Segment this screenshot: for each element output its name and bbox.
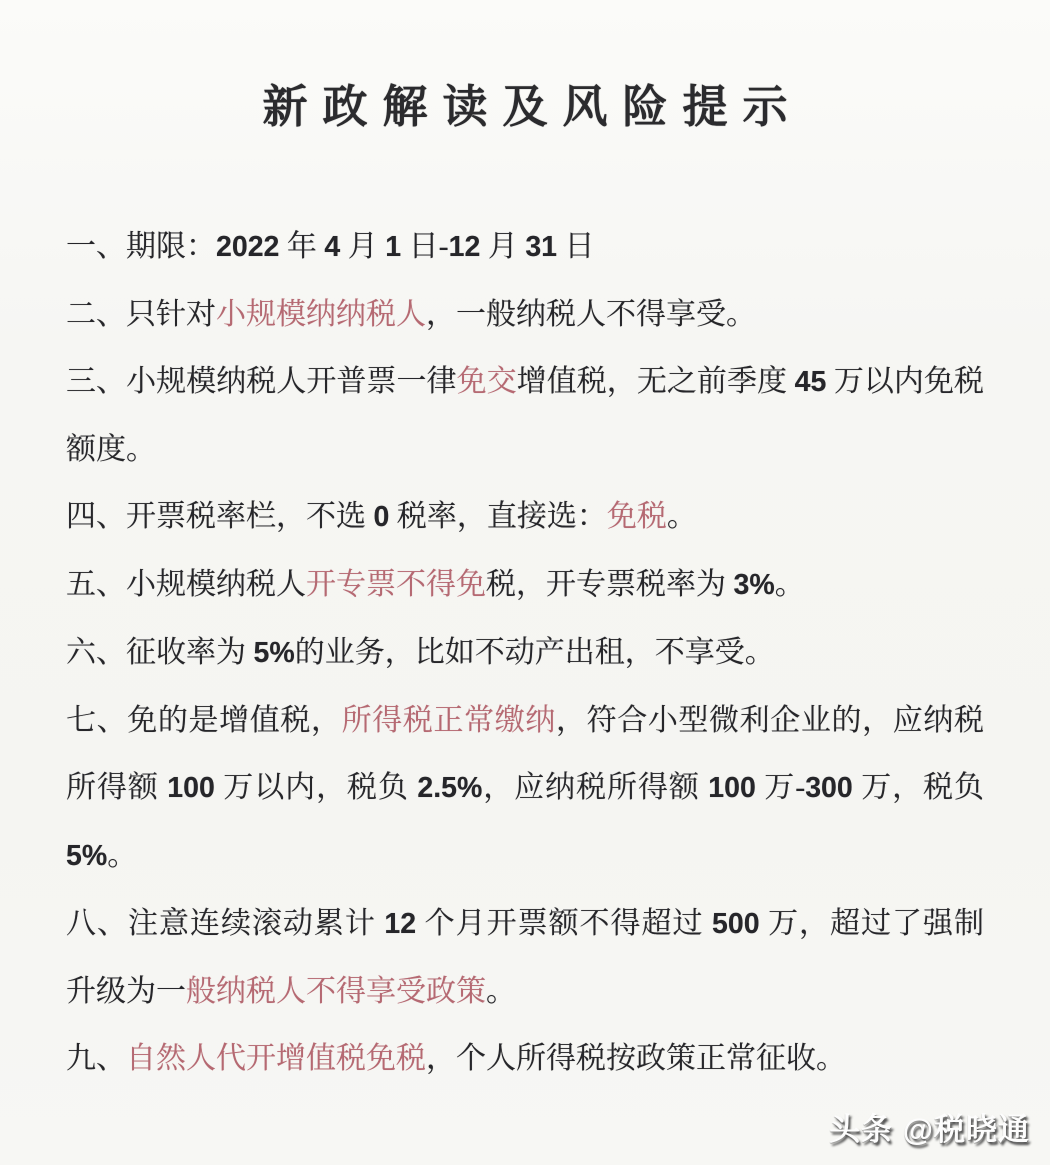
numeric-text: 100 (708, 772, 756, 804)
text-segment: 四、开票税率栏，不选 0 税率，直接选： (66, 500, 607, 533)
text-segment: 二、只针对 (66, 298, 216, 331)
numeric-text: 4 (324, 231, 341, 263)
numeric-text: 12 (448, 231, 481, 263)
highlight-segment: 般纳税人不得享受政策 (186, 975, 486, 1008)
numeric-text: 5% (66, 840, 108, 872)
policy-item-2 (66, 281, 984, 348)
text-segment: 税，开专票税率为 3%。 (486, 568, 805, 601)
policy-item-7 (66, 687, 984, 890)
text-segment: 三、小规模纳税人开普票一律 (66, 365, 457, 398)
numeric-text: 1 (385, 231, 402, 263)
policy-item-6 (66, 619, 984, 687)
policy-item-1 (66, 213, 984, 281)
text-segment: 一、期限：2022 年 4 月 1 日-12 月 31 日 (66, 230, 595, 263)
numeric-text: 31 (525, 231, 558, 263)
text-segment: ，符合小型微利企业的，应纳税所得额 100 万以内，税负 2.5%，应纳税所得额 100 万-300 万，税负 5%。 (66, 704, 985, 872)
numeric-text: 500 (712, 908, 760, 940)
text-segment: 。 (486, 975, 516, 1008)
text-segment: 。 (666, 500, 697, 533)
policy-item-3 (66, 348, 984, 483)
text-segment: 七、免的是增值税， (66, 704, 342, 737)
policy-item-5 (66, 551, 984, 619)
numeric-text: 2022 (216, 231, 280, 263)
text-segment: 五、小规模纳税人 (66, 568, 306, 601)
numeric-text: 2.5% (417, 772, 483, 804)
text-segment: 八、注意连续滚动累计 12 个月开票额不得超过 500 万，超过了强制升级为一 (66, 907, 985, 1008)
numeric-text: 100 (167, 772, 215, 804)
highlight-segment: 免交 (456, 365, 517, 398)
numeric-text: 5% (253, 637, 295, 669)
numeric-text: 300 (805, 772, 853, 804)
document-title: 新政解读及风险提示 (262, 82, 803, 132)
numeric-text: 12 (384, 908, 417, 940)
text-segment: ，个人所得税按政策正常征收。 (426, 1042, 846, 1075)
numeric-text: 0 (373, 501, 390, 533)
document-body (66, 213, 984, 1092)
text-segment: ，一般纳税人不得享受。 (426, 298, 756, 331)
highlight-segment: 开专票不得免 (306, 568, 486, 601)
highlight-segment: 小规模纳纳税人 (216, 298, 426, 331)
text-segment: 九、 (66, 1042, 126, 1075)
text-segment: 增值税，无之前季度 45 万以内免税额度。 (66, 365, 985, 466)
policy-item-4 (66, 483, 984, 551)
highlight-segment: 所得税正常缴纳 (341, 704, 556, 737)
highlight-segment: 自然人代开增值税免税 (126, 1042, 426, 1075)
highlight-segment: 免税 (606, 500, 667, 533)
text-segment: 六、征收率为 5%的业务，比如不动产出租，不享受。 (66, 636, 775, 669)
numeric-text: 45 (794, 366, 827, 398)
policy-item-8 (66, 890, 984, 1025)
policy-item-9 (66, 1025, 984, 1092)
watermark: 头条 @税晓通 (829, 1112, 1030, 1147)
numeric-text: 3% (733, 569, 775, 601)
